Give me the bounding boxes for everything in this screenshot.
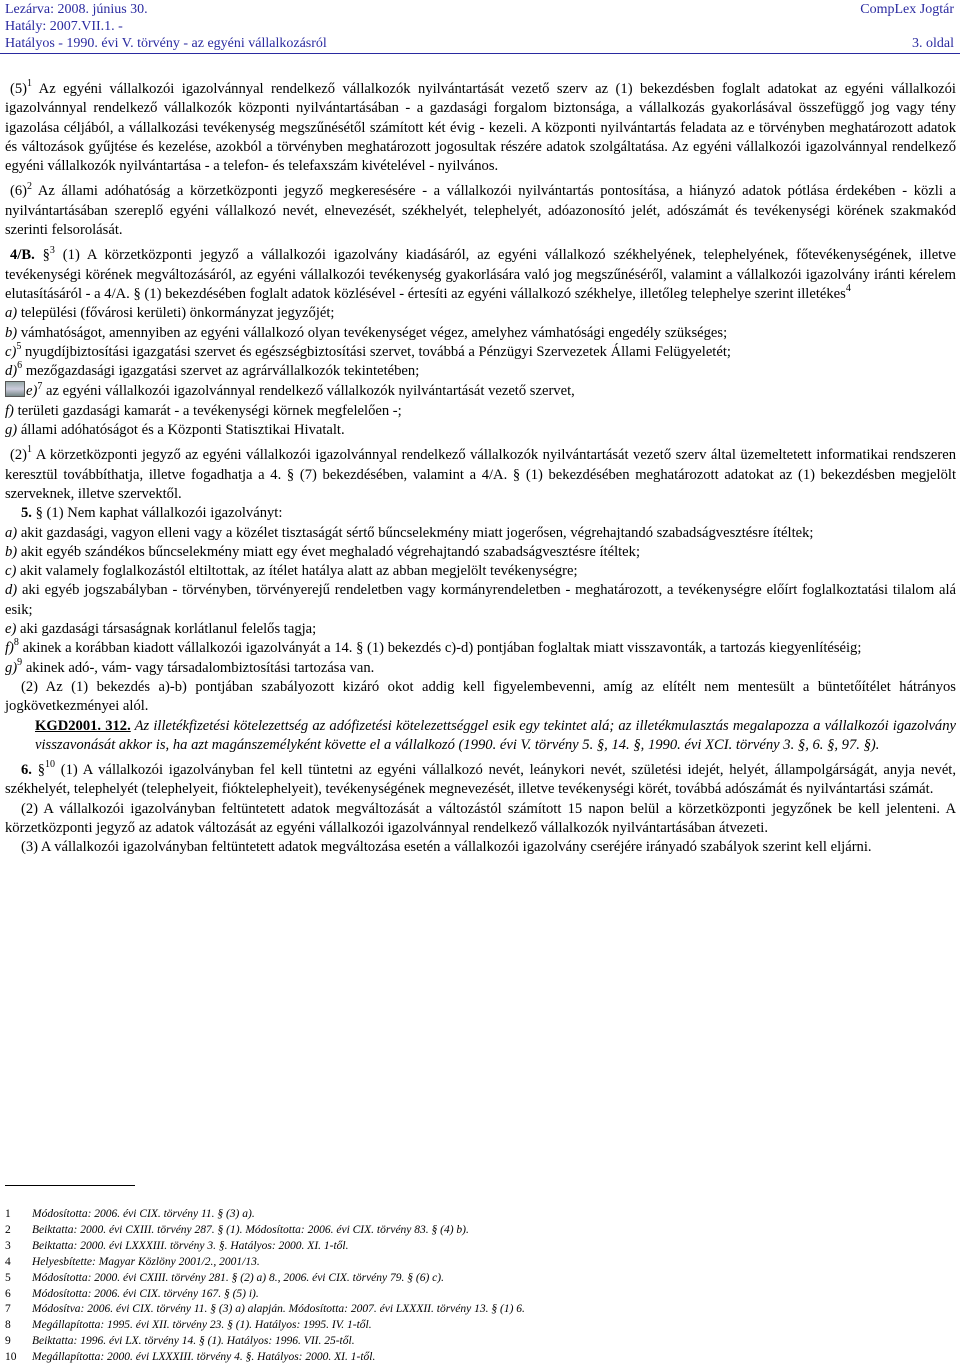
list-marker: e) [5, 621, 17, 638]
paragraph-6: $(6)^2$ Az állami adóhatóság a körzetközponti jegyző megkeresésére - a vállalkozói nyilvántartás pontosítása, a hiányzó adatok pótlása érdekében - közli a nyilvántartásában szereplő egyéni vállalkozó nevét, elnevezését, székhelyét, telephelyét, adóazonosító jelét, adószámát és tevékenységi körének szakmakód szerinti felsorolását. [5, 180, 956, 239]
list-item [5, 656, 956, 678]
list-item [5, 324, 956, 343]
header-publisher: CompLex Jogtár [860, 2, 954, 17]
header-page-number: 3. oldal [912, 36, 954, 51]
list-text: akinek a korábban kiadott vállalkozói igazolványát a 14. § (1) bekezdés c)-d) pontjában foglaltak miatt visszavonták, a tartozás kiegyenlítéséig; [18, 640, 862, 657]
list-item [5, 524, 956, 543]
footnote-rule [5, 1185, 135, 1186]
list-item [5, 304, 956, 323]
list-marker: c) [5, 563, 17, 580]
list-text: állami adóhatóságot és a Központi Statisztikai Hivatalt. [17, 422, 345, 439]
footnote-text: Beiktatta: 2000. évi LXXXIII. törvény 3. §. Hatályos: 2000. XI. 1-től. [32, 1239, 349, 1252]
list-item [5, 639, 956, 658]
list-marker: a) [5, 524, 18, 541]
footnote-number: 8 [5, 1319, 11, 1332]
footnote [5, 1207, 705, 1223]
footnote-number: 5 [5, 1271, 11, 1284]
list-text: nyugdíjbiztosítási igazgatási szervet és egészségbiztosítási szervet, továbbá a Pénzügyi Szervezetek Állami Felügyeletét; [21, 343, 731, 360]
list-text: aki egyéb jogszabályban - törvényben, törvényerejű rendeletben vagy kormányrendeletben - meghatározott, a tevékenységre előírt foglalkoztatási tilalom alá esik; [5, 582, 956, 618]
footnote-ref[interactable]: 4 [845, 283, 851, 295]
list-text: települési (fővárosi kerületi) önkormányzat jegyzőjét; [17, 305, 335, 322]
paragraph-4b-2: $(2)^1$ A körzetközponti jegyző az egyéni vállalkozói igazolvánnyal rendelkező vállalkozók nyilvántartását vezető szerv által üzemeltetett informatikai rendszeren keresztül továbbíthatja, illetve fogadhatja a 4. § (7) bekezdésében, valamint a 4/A. § (1) bekezdésében meghatározott adatokat az (1) bekezdésben megjelölt szerveknek, illetve szervektől. [5, 444, 956, 502]
footnote-ref[interactable]: 7 [37, 380, 43, 392]
list-item [5, 362, 956, 381]
list-item [5, 620, 956, 639]
list-marker: d) [5, 363, 18, 380]
section-6: 6. §$^{10}$ (1) A vállalkozói igazolványban fel kell tüntetni az egyéni vállalkozó nevét, leánykori nevét, születési idejét, helyét, állampolgárságát, anyja nevét, székhelyét, telephelyét (telephelyeit, fióktelephelyeit), tevékenységének megnevezését, illetve tevékenységi körét, továbbá adószámát és nyilvántartási számát. [5, 759, 956, 798]
list-item [5, 402, 956, 421]
footnote [5, 1318, 705, 1334]
footnote-ref[interactable]: 3 [49, 244, 55, 256]
list-text: vámhatóságot, amennyiben az egyéni vállalkozó olyan tevékenységet végez, amelyhez vámhatósági engedély szükséges; [17, 324, 728, 341]
footnote-number: 3 [5, 1239, 11, 1252]
footnote [5, 1255, 705, 1271]
header-rule [0, 53, 960, 54]
footnote-number: 9 [5, 1335, 11, 1348]
footnote-text: Módosítva: 2006. évi CIX. törvény 11. § (3) a) alapján. Módosította: 2007. évi LXXXII. törvény 13. § (1) 6. [32, 1303, 525, 1316]
list-marker: g) [5, 422, 18, 439]
paragraph-5-2: (2) Az (1) bekezdés a)-b) pontjában szabályozott kizáró okot addig kell figyelembevenni, amíg az elítélt nem mentesült a büntetőítélet hátrányos jogkövetkezményei alól. [5, 678, 956, 715]
list-marker: a) [5, 305, 18, 322]
section-number: 5. [21, 505, 32, 522]
footnote-text: Módosította: 2006. évi CIX. törvény 11. § (3) a). [32, 1208, 255, 1220]
header-effective-date: Hatály: 2007.VII.1. - [5, 19, 123, 34]
footnote-text: Módosította: 2000. évi CXIII. törvény 281. § (2) a) 8., 2006. évi CIX. törvény 79. § (6) c). [32, 1271, 444, 1284]
footnote [5, 1350, 705, 1366]
footnote-ref[interactable]: 1 [27, 78, 33, 90]
list-marker: b) [5, 324, 18, 341]
footnotes [5, 1207, 705, 1366]
note-icon[interactable] [5, 381, 25, 397]
list-marker: g) [5, 659, 18, 676]
document-body [5, 80, 956, 858]
footnote-number: 7 [5, 1303, 11, 1316]
list-text: az egyéni vállalkozói igazolvánnyal rendelkező vállalkozók nyilvántartását vezető szervet, [42, 383, 575, 400]
footnote-number: 4 [5, 1255, 11, 1268]
list-item [5, 421, 956, 440]
footnote-ref[interactable]: 10 [45, 759, 55, 771]
list-item [5, 543, 956, 562]
section-number: 4/B. [10, 247, 35, 264]
section-5: 5. § (1) Nem kaphat vállalkozói igazolványt: [21, 505, 283, 522]
footnote-ref[interactable]: 8 [13, 637, 19, 649]
footnote [5, 1287, 705, 1303]
footnote [5, 1223, 705, 1239]
header-closed-date: Lezárva: 2008. június 30. [5, 2, 148, 17]
list-item [5, 343, 956, 362]
footnote [5, 1239, 705, 1255]
paragraph-6-3: (3) A vállalkozói igazolványban feltüntetett adatok megváltozása esetén a vállalkozói igazolvány cseréjére irányadó szabályok szerint kell eljárni. [21, 839, 872, 856]
footnote-number: 6 [5, 1287, 11, 1300]
footnote [5, 1334, 705, 1350]
paragraph-6-2: (2) A vállalkozói igazolványban feltüntetett adatok megváltozását a változástól számított 15 napon belül a körzetközponti jegyzőnek be kell jelenteni. A körzetközponti jegyző az adatok változását az egyéni vállalkozói igazolvánnyal rendelkező vállalkozók nyilvántartásában átvezeti. [5, 800, 956, 836]
footnote-text: Módosította: 2006. évi CIX. törvény 167. § (5) i). [32, 1287, 259, 1300]
footnote-text: Beiktatta: 1996. évi LX. törvény 14. § (1). Hatályos: 1996. VII. 25-től. [32, 1335, 355, 1348]
running-header-right [860, 1, 954, 52]
running-header-left [5, 1, 327, 52]
case-law-note: KGD2001. 312. Az illetékfizetési kötelezettség az adófizetési kötelezettséggel esik egy tekintet alá; az illetékmulasztás megalapozza a vállalkozói igazolvány visszavonását akkor is, ha azt magánszemélyként követte el a vállalkozó (1990. évi V. törvény 5. §, 14. §, 1990. évi XCI. törvény 3. §, 6. §, 97. §). [35, 717, 957, 753]
footnote-number: 10 [5, 1351, 17, 1364]
list-text: akit egyéb szándékos bűncselekmény miatt egy évet meghaladó végrehajtandó szabadságvesztésre ítéltek; [17, 543, 641, 560]
list-marker: d) [5, 582, 18, 599]
list-item [5, 581, 956, 620]
case-law-reference[interactable]: KGD2001. 312. [35, 717, 131, 734]
list-text: akinek adó-, vám- vagy társadalombiztosítási tartozása van. [22, 659, 375, 676]
list-marker: c) [5, 343, 17, 360]
list-item [5, 381, 956, 401]
section-number: 6. [21, 762, 32, 779]
recipient-list [5, 304, 956, 440]
footnote-ref[interactable]: 6 [17, 360, 23, 372]
list-marker: f) [5, 640, 14, 657]
list-text: akit valamely foglalkozástól eltiltottak, az ítélet hatálya alatt az abban megjelölt tevékenységre; [16, 563, 578, 580]
footnote-text: Megállapította: 2000. évi LXXXIII. törvény 4. §. Hatályos: 2000. XI. 1-től. [32, 1351, 376, 1364]
list-text: akit gazdasági, vagyon elleni vagy a közélet tisztaságát sértő bűncselekmény miatt jogerősen, végrehajtandó szabadságvesztésre ítéltek; [17, 524, 814, 541]
list-text: mezőgazdasági igazgatási szervet az agrárvállalkozók tekintetében; [22, 363, 420, 380]
exclusion-list [5, 524, 956, 678]
list-marker: b) [5, 543, 18, 560]
footnote-text: Beiktatta: 2000. évi CXIII. törvény 287. § (1). Módosította: 2006. évi CIX. törvény 83. § (4) b). [32, 1223, 469, 1236]
footnote-ref[interactable]: 5 [16, 341, 22, 352]
header-act-title: Hatályos - 1990. évi V. törvény - az egyéni vállalkozásról [5, 36, 327, 51]
list-text: területi gazdasági kamarát - a tevékenységi körnek megfelelően -; [13, 402, 402, 419]
footnote [5, 1271, 705, 1287]
section-4b: 4/B. §$^3$ (1) A körzetközponti jegyző a vállalkozói igazolvány kiadásáról, az egyéni vállalkozó székhelyének, telephelyének, főtevékenységének, illetve tevékenységi körének megváltozásáról, az egyéni vállalkozói tevékenység gyakorlására való jog megszűnéséről, valamint a vállalkozói igazolvány iránti kérelem elutasításáról - a 4/A. § (1) bekezdésében foglalt adatok közlésével - értesíti az egyéni vállalkozó székhelye, illetőleg telephelye szerint illetékes$^4$ [5, 244, 957, 302]
list-marker: e) [26, 383, 38, 400]
footnote-number: 2 [5, 1223, 11, 1236]
list-marker: f) [5, 402, 14, 419]
paragraph-5: $(5)^1$ Az egyéni vállalkozói igazolvánnyal rendelkező vállalkozók nyilvántartását vezető szerv az (1) bekezdésben foglalt adatokat az egyéni vállalkozói igazolvánnyal rendelkező vállalkozók központi nyilvántartásában - a gazdasági forgalom biztonsága, a vállalkozás gyakorlásával összefüggő jog vagy tény igazolása céljából, a vállalkozási tevékenység megszűnésétől számított két évig - kezeli. A központi nyilvántartás feladata az e törvényben meghatározott adatok és változások gyűjtése és kezelése, azokból a törvényben meghatározott jogosultak részére adatok szolgáltatása. Az egyéni vállalkozói igazolvánnyal rendelkező egyéni vállalkozók nyilvántartása - a telefon- és telefaxszám kivételével - nyilvános. [5, 78, 956, 175]
footnote-number: 1 [5, 1208, 11, 1220]
list-item [5, 562, 956, 581]
footnote-ref[interactable]: 2 [27, 180, 33, 192]
footnote-text: Helyesbítette: Magyar Közlöny 2001/2., 2001/13. [32, 1255, 260, 1268]
footnote-ref[interactable]: 1 [27, 444, 33, 456]
list-text: aki gazdasági társaságnak korlátlanul felelős tagja; [16, 621, 317, 638]
footnote-text: Megállapította: 1995. évi XII. törvény 23. § (1). Hatályos: 1995. IV. 1-től. [32, 1319, 372, 1332]
footnote [5, 1302, 705, 1318]
footnote-ref[interactable]: 9 [17, 656, 23, 668]
